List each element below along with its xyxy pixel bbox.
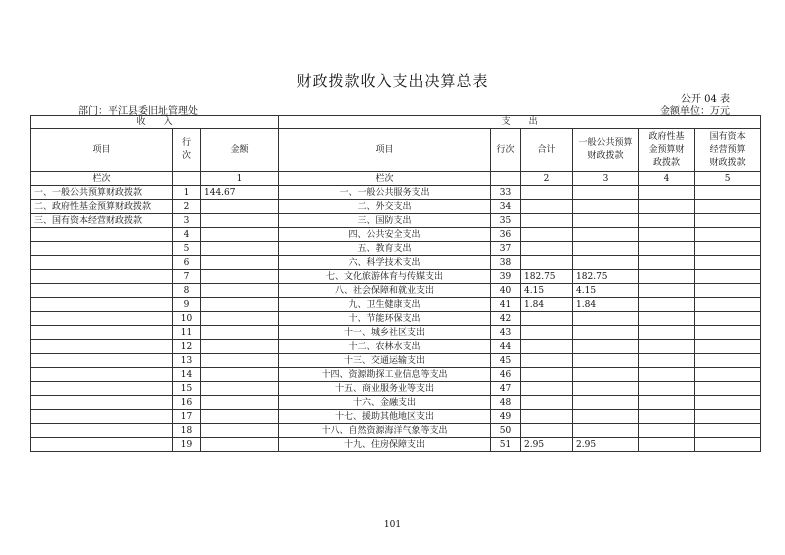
income-item-cell (31, 354, 173, 368)
income-line-cell: 9 (173, 298, 201, 312)
income-item-cell (31, 326, 173, 340)
gov-fund-cell (639, 382, 695, 396)
gov-fund-cell (639, 340, 695, 354)
income-line-cell: 12 (173, 340, 201, 354)
state-capital-cell (695, 354, 761, 368)
income-amount-cell (201, 298, 279, 312)
gov-fund-cell (639, 424, 695, 438)
state-capital-cell (695, 424, 761, 438)
income-line-cell: 19 (173, 438, 201, 452)
income-amount-cell (201, 410, 279, 424)
table-row (31, 284, 761, 298)
gov-fund-header: 政府性基 金预算财 政拨款 (639, 129, 695, 172)
gov-fund-cell (639, 284, 695, 298)
total-cell (521, 228, 573, 242)
income-amount-cell (201, 228, 279, 242)
expense-item-cell: 十六、金融支出 (279, 396, 491, 410)
table-row (31, 410, 761, 424)
expense-item-cell: 十四、资源勘探工业信息等支出 (279, 368, 491, 382)
income-line-cell: 8 (173, 284, 201, 298)
income-amount-cell (201, 270, 279, 284)
table-row (31, 326, 761, 340)
gov-fund-cell (639, 228, 695, 242)
gov-fund-cell (639, 298, 695, 312)
income-amount-cell (201, 200, 279, 214)
table-row (31, 312, 761, 326)
income-item-cell (31, 270, 173, 284)
expense-line-cell: 46 (491, 368, 521, 382)
table-row (31, 438, 761, 452)
expense-line-cell: 36 (491, 228, 521, 242)
total-cell (521, 326, 573, 340)
total-cell (521, 312, 573, 326)
table-row (31, 256, 761, 270)
income-amount-cell (201, 368, 279, 382)
general-budget-cell (573, 200, 639, 214)
expense-column-index-label: 栏次 (279, 172, 491, 186)
income-amount-cell (201, 312, 279, 326)
income-item-cell (31, 396, 173, 410)
income-line-cell: 18 (173, 424, 201, 438)
expense-item-cell: 一、一般公共服务支出 (279, 186, 491, 200)
income-amount-cell (201, 326, 279, 340)
expense-item-cell: 二、外交支出 (279, 200, 491, 214)
income-amount-cell (201, 340, 279, 354)
income-amount-cell (201, 438, 279, 452)
income-line-cell: 11 (173, 326, 201, 340)
expense-item-header: 项目 (279, 129, 491, 172)
income-amount-cell (201, 284, 279, 298)
total-cell: 4.15 (521, 284, 573, 298)
total-cell (521, 186, 573, 200)
expense-item-cell: 三、国防支出 (279, 214, 491, 228)
income-line-cell: 5 (173, 242, 201, 256)
table-row (31, 242, 761, 256)
total-cell: 2.95 (521, 438, 573, 452)
general-budget-cell (573, 214, 639, 228)
expense-line-cell: 40 (491, 284, 521, 298)
expense-item-cell: 八、社会保障和就业支出 (279, 284, 491, 298)
expense-item-cell: 九、卫生健康支出 (279, 298, 491, 312)
income-item-cell (31, 256, 173, 270)
page-title: 财政拨款收入支出决算总表 (296, 72, 489, 90)
state-capital-cell (695, 410, 761, 424)
state-capital-cell (695, 228, 761, 242)
expense-line-cell: 47 (491, 382, 521, 396)
income-amount-cell (201, 242, 279, 256)
column-index-5: 5 (695, 172, 761, 186)
expense-column-index-blank (491, 172, 521, 186)
column-index-3: 3 (573, 172, 639, 186)
income-line-cell: 10 (173, 312, 201, 326)
column-index-label: 栏次 (31, 172, 173, 186)
state-capital-cell (695, 214, 761, 228)
total-cell (521, 242, 573, 256)
gov-fund-cell (639, 354, 695, 368)
general-budget-cell (573, 340, 639, 354)
general-budget-cell: 4.15 (573, 284, 639, 298)
column-index-4: 4 (639, 172, 695, 186)
gov-fund-cell (639, 326, 695, 340)
state-capital-cell (695, 382, 761, 396)
expense-item-cell: 六、科学技术支出 (279, 256, 491, 270)
income-item-cell (31, 312, 173, 326)
table-row (31, 368, 761, 382)
expense-line-header: 行次 (491, 129, 521, 172)
income-amount-cell (201, 396, 279, 410)
table-row (31, 200, 761, 214)
income-item-cell (31, 242, 173, 256)
general-budget-cell (573, 326, 639, 340)
general-budget-header: 一般公共预算 财政拨款 (573, 129, 639, 172)
income-line-cell: 4 (173, 228, 201, 242)
expense-line-cell: 50 (491, 424, 521, 438)
general-budget-cell (573, 256, 639, 270)
gov-fund-cell (639, 242, 695, 256)
page-number: 101 (383, 520, 402, 530)
form-number: 公开 04 表 (680, 94, 730, 105)
income-item-cell: 二、政府性基金预算财政拨款 (31, 200, 173, 214)
column-index-1: 1 (201, 172, 279, 186)
income-line-cell: 6 (173, 256, 201, 270)
expense-item-cell: 五、教育支出 (279, 242, 491, 256)
expense-item-cell: 十九、住房保障支出 (279, 438, 491, 452)
amount-unit-label: 金额单位：万元 (660, 106, 730, 117)
income-line-cell: 14 (173, 368, 201, 382)
state-capital-cell (695, 200, 761, 214)
income-amount-cell (201, 382, 279, 396)
income-line-cell: 3 (173, 214, 201, 228)
table-row (31, 382, 761, 396)
general-budget-cell (573, 410, 639, 424)
gov-fund-cell (639, 312, 695, 326)
state-capital-cell (695, 340, 761, 354)
total-cell (521, 354, 573, 368)
total-cell (521, 382, 573, 396)
state-capital-cell (695, 186, 761, 200)
general-budget-cell (573, 186, 639, 200)
table-row (31, 270, 761, 284)
total-cell (521, 200, 573, 214)
income-amount-cell (201, 256, 279, 270)
income-amount-cell (201, 354, 279, 368)
expense-item-cell: 十三、交通运输支出 (279, 354, 491, 368)
income-line-cell: 17 (173, 410, 201, 424)
income-item-cell (31, 368, 173, 382)
expense-line-cell: 39 (491, 270, 521, 284)
expense-line-cell: 48 (491, 396, 521, 410)
table-row (31, 354, 761, 368)
general-budget-cell (573, 354, 639, 368)
total-header: 合计 (521, 129, 573, 172)
gov-fund-cell (639, 186, 695, 200)
state-capital-cell (695, 284, 761, 298)
general-budget-cell: 182.75 (573, 270, 639, 284)
income-item-cell (31, 284, 173, 298)
income-line-cell: 2 (173, 200, 201, 214)
income-line-cell: 13 (173, 354, 201, 368)
income-line-cell: 15 (173, 382, 201, 396)
income-amount-cell (201, 424, 279, 438)
income-item-cell (31, 424, 173, 438)
state-capital-cell (695, 438, 761, 452)
expense-section-header: 支 出 (279, 116, 761, 129)
income-amount-cell (201, 214, 279, 228)
income-amount-header: 金额 (201, 129, 279, 172)
gov-fund-cell (639, 270, 695, 284)
general-budget-cell (573, 424, 639, 438)
gov-fund-cell (639, 438, 695, 452)
expense-line-cell: 44 (491, 340, 521, 354)
column-index-blank (173, 172, 201, 186)
gov-fund-cell (639, 256, 695, 270)
general-budget-cell (573, 396, 639, 410)
total-cell (521, 410, 573, 424)
total-cell (521, 368, 573, 382)
total-cell: 182.75 (521, 270, 573, 284)
expense-line-cell: 49 (491, 410, 521, 424)
gov-fund-cell (639, 214, 695, 228)
income-item-cell (31, 298, 173, 312)
state-capital-cell (695, 368, 761, 382)
income-item-cell (31, 340, 173, 354)
expense-line-cell: 34 (491, 200, 521, 214)
income-item-cell (31, 438, 173, 452)
general-budget-cell: 2.95 (573, 438, 639, 452)
income-item-cell (31, 410, 173, 424)
expense-line-cell: 45 (491, 354, 521, 368)
income-section-header: 收 入 (31, 116, 279, 129)
expense-item-cell: 十、节能环保支出 (279, 312, 491, 326)
state-capital-cell (695, 396, 761, 410)
general-budget-cell: 1.84 (573, 298, 639, 312)
expense-item-cell: 十二、农林水支出 (279, 340, 491, 354)
table-row (31, 340, 761, 354)
state-capital-cell (695, 312, 761, 326)
expense-item-cell: 十五、商业服务业等支出 (279, 382, 491, 396)
income-item-cell: 一、一般公共预算财政拨款 (31, 186, 173, 200)
table-row (31, 214, 761, 228)
expense-item-cell: 四、公共安全支出 (279, 228, 491, 242)
income-item-header: 项目 (31, 129, 173, 172)
state-capital-cell (695, 326, 761, 340)
total-cell (521, 396, 573, 410)
general-budget-cell (573, 242, 639, 256)
table-row (31, 186, 761, 200)
gov-fund-cell (639, 200, 695, 214)
column-index-2: 2 (521, 172, 573, 186)
total-cell (521, 340, 573, 354)
expense-line-cell: 41 (491, 298, 521, 312)
income-item-cell (31, 228, 173, 242)
expense-item-cell: 七、文化旅游体育与传媒支出 (279, 270, 491, 284)
total-cell (521, 256, 573, 270)
table-row (31, 298, 761, 312)
expense-line-cell: 35 (491, 214, 521, 228)
income-line-cell: 16 (173, 396, 201, 410)
expense-line-cell: 37 (491, 242, 521, 256)
state-capital-cell (695, 270, 761, 284)
expense-line-cell: 38 (491, 256, 521, 270)
expense-line-cell: 43 (491, 326, 521, 340)
expense-line-cell: 33 (491, 186, 521, 200)
table-row (31, 396, 761, 410)
gov-fund-cell (639, 368, 695, 382)
expense-line-cell: 51 (491, 438, 521, 452)
total-cell (521, 424, 573, 438)
state-capital-cell (695, 298, 761, 312)
expense-item-cell: 十八、自然资源海洋气象等支出 (279, 424, 491, 438)
gov-fund-cell (639, 410, 695, 424)
general-budget-cell (573, 368, 639, 382)
general-budget-cell (573, 228, 639, 242)
income-item-cell (31, 382, 173, 396)
income-line-header: 行 次 (173, 129, 201, 172)
state-capital-cell (695, 242, 761, 256)
total-cell: 1.84 (521, 298, 573, 312)
fiscal-summary-table (30, 115, 761, 452)
expense-line-cell: 42 (491, 312, 521, 326)
department-label: 部门：平江县委旧址管理处 (78, 106, 198, 117)
expense-item-cell: 十一、城乡社区支出 (279, 326, 491, 340)
state-capital-cell (695, 256, 761, 270)
income-line-cell: 1 (173, 186, 201, 200)
total-cell (521, 214, 573, 228)
table-row (31, 424, 761, 438)
income-amount-cell: 144.67 (201, 186, 279, 200)
income-item-cell: 三、国有资本经营财政拨款 (31, 214, 173, 228)
state-capital-header: 国有资本 经营预算 财政拨款 (695, 129, 761, 172)
income-line-cell: 7 (173, 270, 201, 284)
table-row (31, 228, 761, 242)
gov-fund-cell (639, 396, 695, 410)
expense-item-cell: 十七、援助其他地区支出 (279, 410, 491, 424)
general-budget-cell (573, 312, 639, 326)
general-budget-cell (573, 382, 639, 396)
